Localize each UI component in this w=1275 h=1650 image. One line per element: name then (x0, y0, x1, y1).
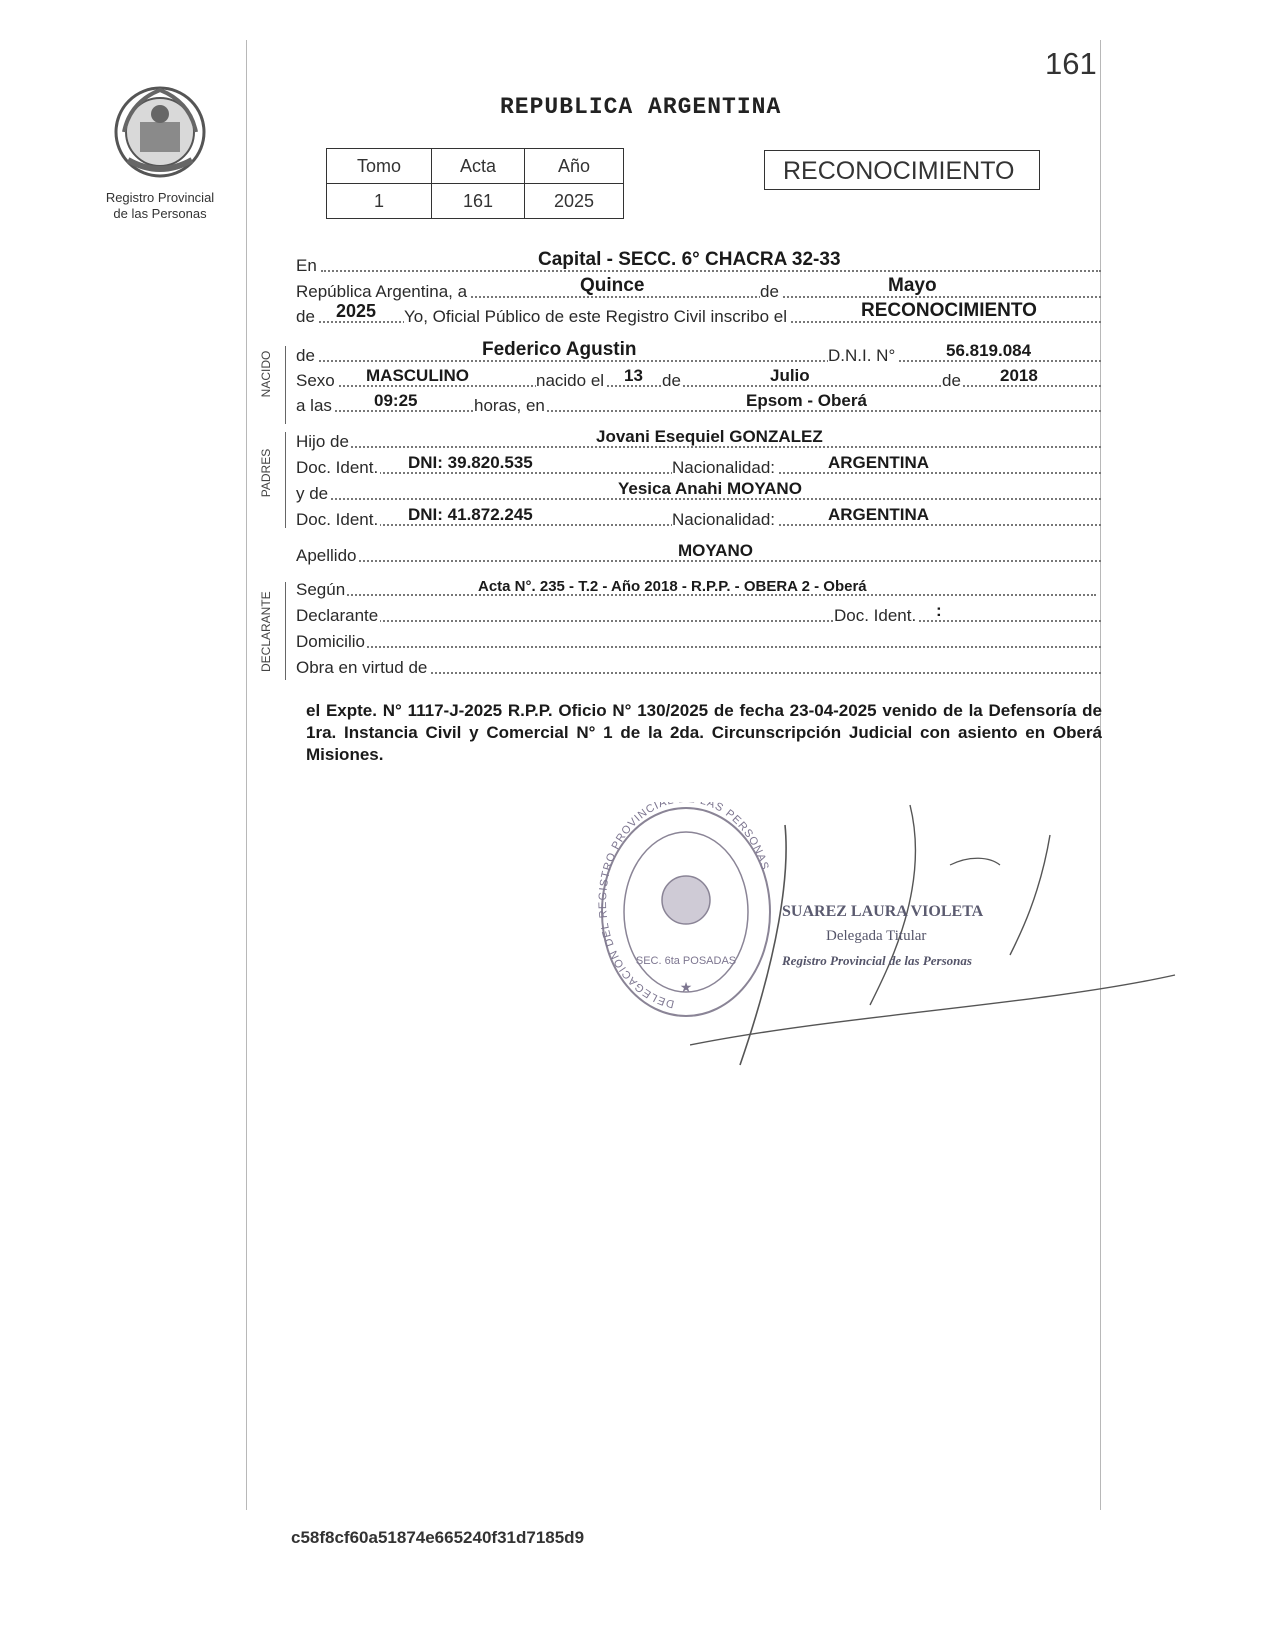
value-dni: 56.819.084 (946, 341, 1032, 360)
section-bar-padres (285, 432, 286, 528)
logo-caption-line2: de las Personas (113, 206, 207, 221)
section-bar-declarante (285, 582, 286, 680)
label-sexo: Sexo (296, 371, 335, 390)
label-nac-padre: Nacionalidad: (672, 458, 776, 477)
value-dia: Quince (580, 275, 645, 296)
label-de-mes: de (760, 282, 779, 301)
label-nacido-el: nacido el (536, 371, 605, 390)
label-domicilio: Domicilio (296, 632, 365, 651)
row-declarante (296, 602, 1106, 626)
label-horas-en: horas, en (474, 396, 545, 415)
logo-caption-line1: Registro Provincial (105, 190, 215, 205)
row-inscripcion (296, 300, 1106, 327)
label-republica: República Argentina, a (296, 282, 468, 301)
stamp-ring-text: DELEGACION DEL REGISTRO PROVINCIA AS PERSONAS (598, 802, 771, 1010)
value-mes: Mayo (888, 275, 937, 296)
table-header-acta: Acta (432, 149, 525, 184)
row-domicilio (296, 628, 1106, 652)
label-inscribo: Yo, Oficial Público de este Registro Civil inscribo el (404, 307, 787, 326)
section-bar-nacido (285, 346, 286, 424)
value-madre: Yesica Anahi MOYANO (618, 479, 802, 498)
section-label-nacido: NACIDO (259, 350, 273, 398)
label-en: En (296, 256, 317, 275)
row-apellido (296, 542, 1106, 566)
value-hora: 09:25 (374, 391, 418, 410)
value-lugar: Capital - SECC. 6° CHACRA 32-33 (538, 249, 841, 270)
label-segun: Según (296, 580, 346, 599)
handwritten-signature (690, 795, 1190, 1075)
row-padre (296, 428, 1106, 452)
label-doc-declarante: Doc. Ident. (834, 606, 917, 625)
value-nac-padre: ARGENTINA (828, 453, 930, 472)
value-segun: Acta N°. 235 - T.2 - Año 2018 - R.P.P. - OBERA 2 - Oberá (478, 578, 867, 595)
value-nac-madre: ARGENTINA (828, 505, 930, 524)
row-fecha (296, 275, 1106, 302)
signature-org: Registro Provincial de las Personas (782, 953, 972, 968)
value-lugar-nac: Epsom - Oberá (746, 391, 867, 410)
document-title: REPUBLICA ARGENTINA (500, 94, 782, 120)
label-obra: Obra en virtud de (296, 658, 428, 677)
label-hijo-de: Hijo de (296, 432, 349, 451)
page-number: 161 (1045, 46, 1097, 81)
table-value-acta: 161 (432, 184, 525, 219)
table-value-tomo: 1 (327, 184, 432, 219)
row-hora (296, 392, 1106, 416)
left-margin-line (246, 40, 247, 1510)
province-seal-logo (110, 82, 210, 182)
act-type-box: RECONOCIMIENTO (764, 150, 1040, 190)
row-doc-padre (296, 454, 1106, 478)
legal-basis-note: el Expte. N° 1117-J-2025 R.P.P. Oficio N° 130/2025 de fecha 23-04-2025 venido de la Defensoría de 1ra. Instancia Civil y Comercial N° 1 de la 2da. Circunscripción Judicial con asiento en Oberá Misiones. (306, 701, 1102, 764)
value-sexo: MASCULINO (366, 366, 469, 385)
value-mes-nac: Julio (770, 366, 810, 385)
svg-text:★: ★ (679, 979, 693, 995)
label-declarante: Declarante (296, 606, 379, 625)
label-de-anio: de (296, 307, 315, 326)
table-header-ano: Año (525, 149, 624, 184)
row-madre (296, 480, 1106, 504)
row-obra (296, 654, 1106, 678)
section-label-declarante: DECLARANTE (259, 591, 273, 672)
label-apellido: Apellido (296, 546, 357, 565)
signature-name: SUAREZ LAURA VIOLETA (782, 903, 984, 920)
value-inscribo: RECONOCIMIENTO (861, 300, 1037, 321)
label-nac-madre: Nacionalidad: (672, 510, 776, 529)
table-value-ano: 2025 (525, 184, 624, 219)
label-doc-madre: Doc. Ident. (296, 510, 379, 529)
row-sexo (296, 367, 1106, 391)
table-header-tomo: Tomo (327, 149, 432, 184)
value-apellido: MOYANO (678, 541, 753, 560)
document-hash: c58f8cf60a51874e665240f31d7185d9 (291, 1528, 585, 1547)
label-doc-padre: Doc. Ident. (296, 458, 379, 477)
value-doc-madre: DNI: 41.872.245 (408, 505, 533, 524)
signature-role: Delegada Titular (826, 928, 927, 944)
value-doc-declarante: : (936, 601, 942, 620)
section-label-padres: PADRES (259, 448, 273, 498)
label-de-mes-nac: de (662, 371, 681, 390)
value-doc-padre: DNI: 39.820.535 (408, 453, 533, 472)
registry-table (326, 148, 624, 219)
label-dni: D.N.I. N° (828, 346, 896, 365)
row-nombre (296, 339, 1106, 366)
label-a-las: a las (296, 396, 332, 415)
stamp-inner-text: SEC. 6ta POSADAS (635, 955, 737, 967)
value-dia-nac: 13 (624, 366, 643, 385)
label-y-de: y de (296, 484, 329, 503)
label-de-nombre: de (296, 346, 315, 365)
value-nombre: Federico Agustin (482, 339, 637, 360)
logo-caption (90, 190, 230, 222)
value-anio-nac: 2018 (1000, 366, 1038, 385)
label-de-anio-nac: de (942, 371, 961, 390)
row-segun (296, 576, 1106, 600)
row-lugar (296, 249, 1106, 276)
row-doc-madre (296, 506, 1106, 530)
value-anio: 2025 (336, 301, 377, 321)
value-padre: Jovani Esequiel GONZALEZ (596, 427, 823, 446)
